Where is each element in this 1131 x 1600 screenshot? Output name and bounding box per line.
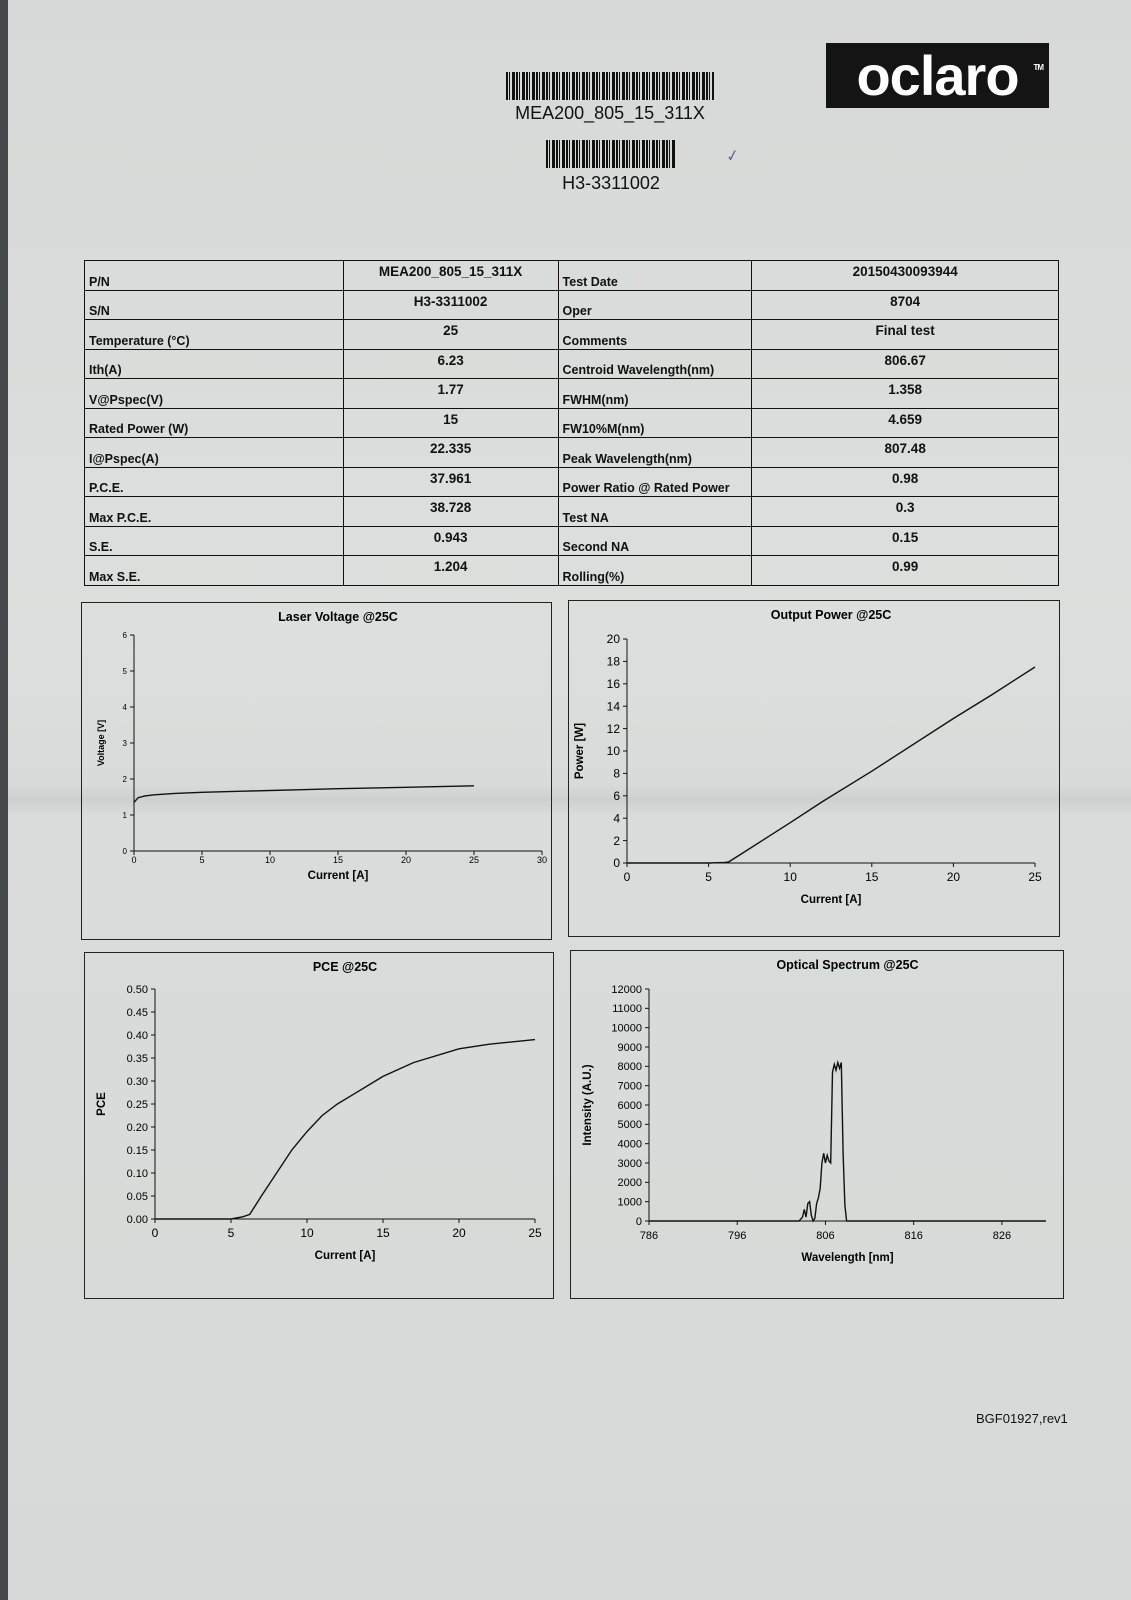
spec-value: 15 bbox=[343, 408, 558, 438]
y-tick-label: 0.05 bbox=[126, 1190, 148, 1203]
x-tick-label: 816 bbox=[904, 1230, 923, 1242]
oclaro-logo bbox=[826, 43, 1049, 108]
y-tick-label: 2 bbox=[613, 833, 620, 848]
spec-label: Max S.E. bbox=[85, 556, 344, 586]
barcode-serial-number-text: H3-3311002 bbox=[562, 173, 660, 193]
chart-title: Laser Voltage @25C bbox=[278, 610, 398, 624]
spec-label: P.C.E. bbox=[85, 467, 344, 497]
spec-value: H3-3311002 bbox=[343, 290, 558, 320]
barcode-serial-number bbox=[546, 140, 676, 168]
x-axis-label: Current [A] bbox=[800, 894, 862, 906]
x-tick-label: 5 bbox=[227, 1226, 235, 1240]
barcode-part-number-text: MEA200_805_15_311X bbox=[515, 103, 705, 123]
spec-row bbox=[85, 556, 1059, 586]
spec-value: 37.961 bbox=[343, 467, 558, 497]
chart-title: PCE @25C bbox=[312, 960, 378, 974]
handwritten-check-mark: ✓ bbox=[724, 146, 741, 167]
x-tick-label: 0 bbox=[131, 855, 137, 865]
x-tick-label: 20 bbox=[400, 855, 412, 865]
spec-label: Rolling(%) bbox=[558, 556, 752, 586]
y-tick-label: 9000 bbox=[617, 1041, 642, 1054]
chart-title: Output Power @25C bbox=[770, 608, 892, 622]
spec-row bbox=[85, 349, 1059, 379]
spec-value: 0.943 bbox=[343, 526, 558, 556]
y-tick-label: 0.15 bbox=[126, 1144, 148, 1157]
y-tick-label: 18 bbox=[606, 654, 620, 669]
spec-value: 0.3 bbox=[752, 497, 1059, 527]
x-tick-label: 25 bbox=[528, 1226, 542, 1240]
spec-value: 38.728 bbox=[343, 497, 558, 527]
spec-value: 8704 bbox=[752, 290, 1059, 320]
spec-label: P/N bbox=[85, 261, 344, 291]
spec-value: 1.358 bbox=[752, 379, 1059, 409]
spec-label: Comments bbox=[558, 320, 752, 350]
spec-value: 25 bbox=[343, 320, 558, 350]
spec-row bbox=[85, 526, 1059, 556]
chart-svg bbox=[569, 601, 1061, 938]
spec-label: I@Pspec(A) bbox=[85, 438, 344, 468]
y-tick-label: 5 bbox=[122, 666, 127, 676]
x-axis-label: Wavelength [nm] bbox=[801, 1252, 894, 1264]
chart-title: Optical Spectrum @25C bbox=[776, 958, 919, 972]
y-tick-label: 0 bbox=[122, 846, 127, 856]
spec-row bbox=[85, 467, 1059, 497]
chart-svg bbox=[571, 951, 1065, 1300]
spec-label: Ith(A) bbox=[85, 349, 344, 379]
spec-value: 4.659 bbox=[752, 408, 1059, 438]
chart-svg bbox=[85, 953, 555, 1300]
y-tick-label: 3 bbox=[122, 738, 127, 748]
spec-label: Max P.C.E. bbox=[85, 497, 344, 527]
spec-value: 0.15 bbox=[752, 526, 1059, 556]
y-tick-label: 10 bbox=[606, 744, 620, 759]
y-tick-label: 1 bbox=[122, 810, 127, 820]
y-tick-label: 14 bbox=[606, 699, 620, 714]
spec-label: Test NA bbox=[558, 497, 752, 527]
spec-value: 0.98 bbox=[752, 467, 1059, 497]
y-tick-label: 20 bbox=[606, 632, 620, 647]
y-tick-label: 0.40 bbox=[126, 1029, 148, 1042]
y-axis-label: Voltage [V] bbox=[96, 719, 106, 767]
spec-row bbox=[85, 408, 1059, 438]
y-tick-label: 4 bbox=[613, 811, 620, 826]
y-axis-label: Power [W] bbox=[574, 722, 586, 780]
y-tick-label: 4000 bbox=[617, 1138, 642, 1151]
spec-row bbox=[85, 261, 1059, 291]
page-edge bbox=[0, 0, 8, 1600]
chart-svg bbox=[82, 603, 553, 941]
spec-value: Final test bbox=[752, 320, 1059, 350]
y-tick-label: 3000 bbox=[617, 1157, 642, 1170]
x-tick-label: 15 bbox=[332, 855, 344, 865]
laser-voltage-chart bbox=[81, 602, 552, 940]
spec-value: 6.23 bbox=[343, 349, 558, 379]
spec-label: Temperature (°C) bbox=[85, 320, 344, 350]
data-series-line bbox=[627, 667, 1035, 863]
spec-value: 807.48 bbox=[752, 438, 1059, 468]
spec-row bbox=[85, 320, 1059, 350]
y-tick-label: 5000 bbox=[617, 1119, 642, 1132]
spec-value: MEA200_805_15_311X bbox=[343, 261, 558, 291]
y-tick-label: 0.00 bbox=[126, 1213, 148, 1226]
form-id: BGF01927,rev1 bbox=[976, 1411, 1068, 1426]
y-tick-label: 0.35 bbox=[126, 1052, 148, 1065]
y-tick-label: 0.20 bbox=[126, 1121, 148, 1134]
x-tick-label: 20 bbox=[946, 870, 961, 884]
y-tick-label: 0.50 bbox=[126, 983, 148, 996]
data-series-line bbox=[155, 1040, 535, 1219]
spec-value: 1.204 bbox=[343, 556, 558, 586]
y-tick-label: 4 bbox=[122, 702, 127, 712]
y-tick-label: 6 bbox=[613, 789, 620, 803]
x-tick-label: 806 bbox=[816, 1230, 835, 1242]
y-tick-label: 8000 bbox=[617, 1061, 642, 1074]
y-tick-label: 0.30 bbox=[126, 1075, 148, 1088]
y-tick-label: 0 bbox=[635, 1215, 642, 1228]
logo-tm: TM bbox=[1033, 63, 1043, 72]
y-tick-label: 2000 bbox=[617, 1177, 642, 1190]
output-power-chart bbox=[568, 600, 1060, 937]
x-tick-label: 10 bbox=[783, 870, 797, 884]
pce-chart bbox=[84, 952, 554, 1299]
y-tick-label: 2 bbox=[122, 774, 127, 784]
y-tick-label: 6 bbox=[122, 630, 127, 640]
spec-value: 22.335 bbox=[343, 438, 558, 468]
spec-label: Peak Wavelength(nm) bbox=[558, 438, 752, 468]
x-tick-label: 0 bbox=[151, 1226, 159, 1240]
spec-label: Rated Power (W) bbox=[85, 408, 344, 438]
spec-label: S/N bbox=[85, 290, 344, 320]
spec-row bbox=[85, 438, 1059, 468]
x-tick-label: 25 bbox=[468, 855, 480, 865]
spec-table bbox=[84, 260, 1059, 586]
y-tick-label: 12000 bbox=[611, 983, 642, 996]
spec-row bbox=[85, 379, 1059, 409]
x-tick-label: 5 bbox=[705, 870, 712, 884]
spec-label: Centroid Wavelength(nm) bbox=[558, 349, 752, 379]
spec-label: Oper bbox=[558, 290, 752, 320]
spec-label: S.E. bbox=[85, 526, 344, 556]
y-tick-label: 0 bbox=[613, 856, 620, 871]
spec-label: Second NA bbox=[558, 526, 752, 556]
spec-value: 0.99 bbox=[752, 556, 1059, 586]
x-tick-label: 30 bbox=[536, 855, 548, 865]
y-tick-label: 10000 bbox=[611, 1022, 642, 1035]
x-tick-label: 10 bbox=[300, 1226, 314, 1240]
spec-value: 806.67 bbox=[752, 349, 1059, 379]
x-tick-label: 20 bbox=[452, 1226, 466, 1240]
y-tick-label: 0.25 bbox=[126, 1098, 148, 1111]
x-tick-label: 826 bbox=[992, 1230, 1012, 1242]
data-series-line bbox=[649, 1063, 1046, 1222]
x-tick-label: 5 bbox=[199, 855, 205, 865]
y-axis-label: Intensity (A.U.) bbox=[582, 1064, 594, 1146]
x-tick-label: 10 bbox=[264, 855, 276, 865]
y-tick-label: 16 bbox=[606, 677, 620, 691]
y-tick-label: 0.45 bbox=[126, 1006, 148, 1019]
x-axis-label: Current [A] bbox=[314, 1250, 376, 1262]
y-axis-label: PCE bbox=[96, 1092, 108, 1116]
y-tick-label: 0.10 bbox=[126, 1167, 148, 1180]
spec-value: 1.77 bbox=[343, 379, 558, 409]
x-axis-label: Current [A] bbox=[307, 870, 369, 882]
spec-label: V@Pspec(V) bbox=[85, 379, 344, 409]
y-tick-label: 8 bbox=[613, 766, 620, 781]
x-tick-label: 15 bbox=[865, 870, 879, 884]
optical-spectrum-chart bbox=[570, 950, 1064, 1299]
y-tick-label: 11000 bbox=[612, 1003, 642, 1016]
spec-label: Power Ratio @ Rated Power bbox=[558, 467, 752, 497]
x-tick-label: 15 bbox=[376, 1226, 390, 1240]
spec-row bbox=[85, 497, 1059, 527]
x-tick-label: 0 bbox=[623, 870, 631, 884]
spec-label: Test Date bbox=[558, 261, 752, 291]
data-series-line bbox=[134, 786, 474, 803]
barcode-part-number bbox=[506, 72, 714, 100]
spec-row bbox=[85, 290, 1059, 320]
y-tick-label: 12 bbox=[606, 721, 620, 736]
spec-label: FW10%M(nm) bbox=[558, 408, 752, 438]
y-tick-label: 6000 bbox=[617, 1099, 642, 1112]
x-tick-label: 25 bbox=[1028, 870, 1042, 884]
spec-label: FWHM(nm) bbox=[558, 379, 752, 409]
y-tick-label: 7000 bbox=[617, 1080, 642, 1093]
x-tick-label: 796 bbox=[728, 1230, 747, 1242]
y-tick-label: 1000 bbox=[617, 1196, 642, 1209]
spec-value: 20150430093944 bbox=[752, 261, 1059, 291]
x-tick-label: 786 bbox=[639, 1230, 659, 1242]
logo-text: oclaro bbox=[856, 44, 1019, 107]
